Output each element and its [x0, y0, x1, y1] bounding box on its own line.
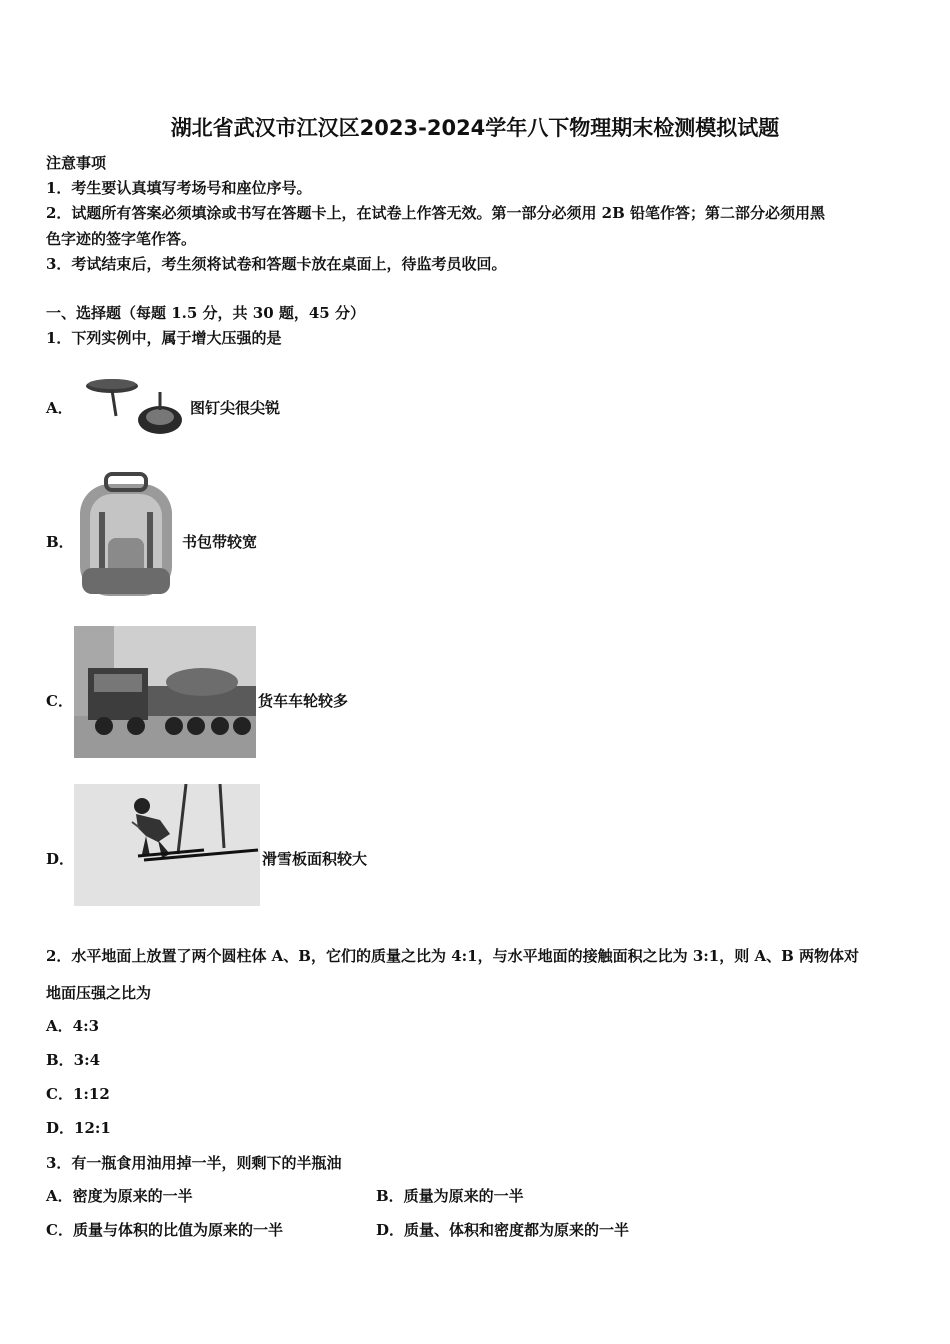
page-title: 湖北省武汉市江汉区2023-2024学年八下物理期末检测模拟试题 — [170, 116, 780, 140]
option-c-letter: C． — [46, 692, 73, 710]
notice-heading: 注意事项 — [46, 154, 107, 172]
question-2-option-a: A．4:3 — [46, 1017, 100, 1035]
question-3-option-b: B．质量为原来的一半 — [376, 1187, 524, 1205]
notice-item: 3．考试结束后，考生须将试卷和答题卡放在桌面上，待监考员收回。 — [46, 255, 507, 273]
question-3-option-a: A．密度为原来的一半 — [46, 1187, 193, 1205]
backpack-image — [72, 472, 180, 602]
question-3-option-c: C．质量与体积的比值为原来的一半 — [46, 1221, 283, 1239]
question-2-stem-cont: 地面压强之比为 — [46, 984, 152, 1002]
question-2-option-d: D．12:1 — [46, 1119, 111, 1137]
question-3-option-d: D．质量、体积和密度都为原来的一半 — [376, 1221, 630, 1239]
question-2-stem: 2．水平地面上放置了两个圆柱体 A、B，它们的质量之比为 4:1，与水平地面的接触面积之比为 3:1，则 A、B 两物体对 — [46, 947, 860, 965]
option-d-text: 滑雪板面积较大 — [262, 850, 368, 868]
option-c-text: 货车车轮较多 — [258, 692, 349, 710]
option-d-letter: D． — [46, 850, 75, 868]
truck-image — [74, 626, 256, 758]
question-1-stem: 1．下列实例中，属于增大压强的是 — [46, 329, 282, 347]
option-a-letter: A． — [46, 399, 73, 417]
option-a-text: 图钉尖很尖锐 — [190, 399, 281, 417]
question-2-option-c: C．1:12 — [46, 1085, 110, 1103]
skier-image — [74, 784, 260, 906]
option-b-letter: B． — [46, 533, 74, 551]
question-2-option-b: B．3:4 — [46, 1051, 101, 1069]
option-b-text: 书包带较宽 — [182, 533, 258, 551]
notice-item: 色字迹的签字笔作答。 — [46, 230, 197, 248]
thumbtack-image — [74, 370, 189, 448]
notice-item: 1．考生要认真填写考场号和座位序号。 — [46, 179, 312, 197]
question-3-stem: 3．有一瓶食用油用掉一半，则剩下的半瓶油 — [46, 1154, 342, 1172]
section-heading: 一、选择题（每题 1.5 分，共 30 题，45 分） — [46, 304, 365, 322]
notice-item: 2．试题所有答案必须填涂或书写在答题卡上，在试卷上作答无效。第一部分必须用 2B 铅笔作答；第二部分必须用黑 — [46, 204, 826, 222]
